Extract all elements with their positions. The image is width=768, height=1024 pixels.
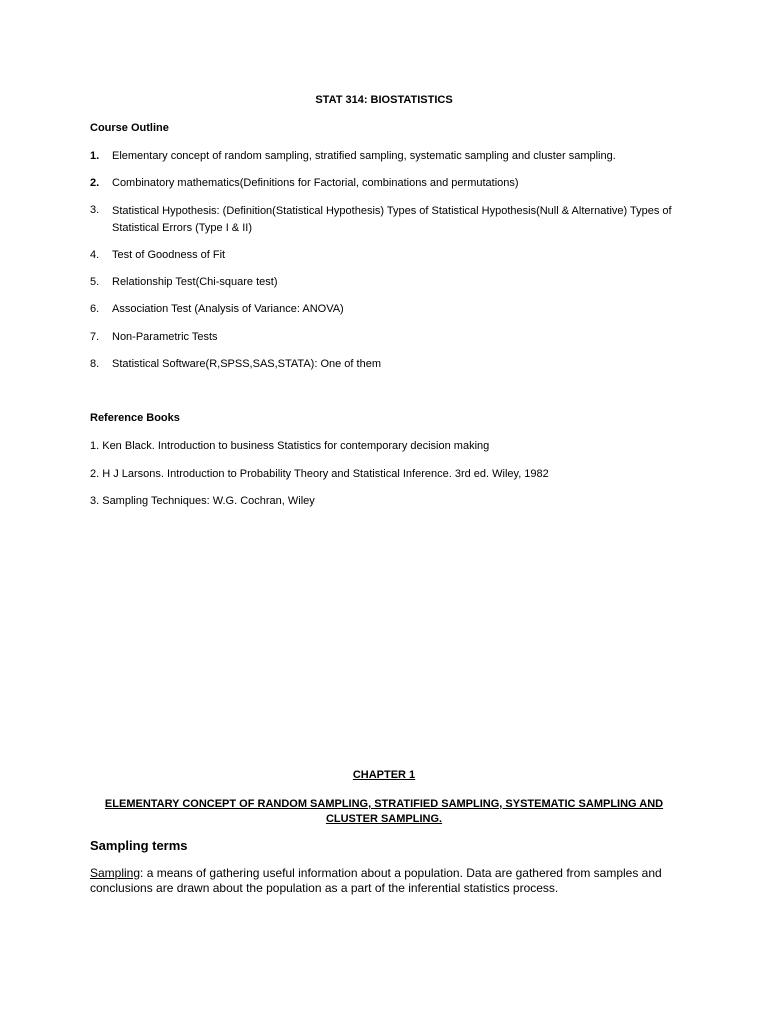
outline-item-number: 4. (90, 249, 100, 261)
outline-item-number: 3. (90, 204, 100, 216)
outline-item-text: Elementary concept of random sampling, stratified sampling, systematic sampling and cluster sampling. (112, 150, 616, 162)
sampling-definition (90, 866, 680, 896)
outline-item (0, 357, 768, 381)
outline-item-text: Statistical Hypothesis: (Definition(Statistical Hypothesis) Types of Statistical Hypothesis(Null & Alternative) Types of Statistical Errors (Type I & II) (112, 205, 672, 234)
outline-item-text: Relationship Test(Chi-square test) (112, 276, 278, 288)
outline-item-number: 2. (90, 177, 100, 189)
outline-item-text: Non-Parametric Tests (112, 331, 218, 343)
reference-books-heading: Reference Books (90, 412, 180, 424)
outline-item (0, 203, 768, 239)
reference-item: 3. Sampling Techniques: W.G. Cochran, Wiley (90, 495, 315, 507)
outline-item (0, 248, 768, 272)
outline-item-number: 5. (90, 276, 100, 288)
outline-item-number: 6. (90, 303, 100, 315)
chapter-number: CHAPTER 1 (352, 769, 416, 781)
outline-item (0, 275, 768, 299)
outline-item-number: 7. (90, 331, 100, 343)
sampling-terms-heading: Sampling terms (90, 838, 188, 853)
outline-item-number: 1. (90, 150, 100, 162)
definition-term: Sampling (90, 866, 141, 880)
outline-item (0, 302, 768, 326)
outline-item-text: Combinatory mathematics(Definitions for Factorial, combinations and permutations) (112, 177, 519, 189)
outline-item (0, 330, 768, 354)
outline-item-number: 8. (90, 358, 100, 370)
definition-text: : a means of gathering useful information about a population. Data are gathered from samples and conclusions are drawn about the population as a part of the inferential statistics process. (90, 866, 662, 895)
outline-item-text: Statistical Software(R,SPSS,SAS,STATA): One of them (112, 358, 381, 370)
course-outline-heading: Course Outline (90, 122, 169, 134)
outline-item (0, 176, 768, 200)
outline-item (0, 149, 768, 173)
document-title: STAT 314: BIOSTATISTICS (315, 94, 453, 106)
outline-item-text: Association Test (Analysis of Variance: ANOVA) (112, 303, 344, 315)
reference-item: 1. Ken Black. Introduction to business Statistics for contemporary decision making (90, 440, 490, 452)
chapter-title: ELEMENTARY CONCEPT OF RANDOM SAMPLING, STRATIFIED SAMPLING, SYSTEMATIC SAMPLING AND CLUSTER SAMPLING. (104, 798, 664, 825)
outline-item-text: Test of Goodness of Fit (112, 249, 226, 261)
reference-item: 2. H J Larsons. Introduction to Probability Theory and Statistical Inference. 3rd ed. Wiley, 1982 (90, 468, 549, 480)
